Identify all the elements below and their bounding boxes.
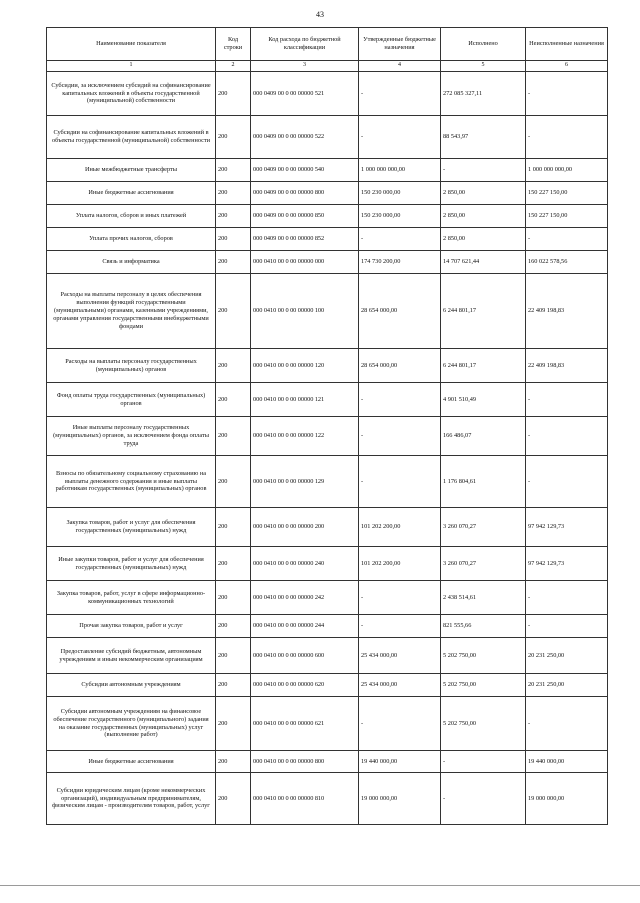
classification-code-cell: 000 0410 00 0 00 00000 242 [251,581,359,615]
approved-amount-cell: 25 434 000,00 [359,638,441,674]
executed-amount-cell: - [441,751,526,773]
table-row [47,383,608,417]
classification-code-cell: 000 0410 00 0 00 00000 800 [251,751,359,773]
approved-amount-cell: - [359,581,441,615]
line-code-cell: 200 [216,773,251,825]
indicator-name-cell: Иные закупки товаров, работ и услуг для обеспечения государственных (муниципальных) нужд [47,547,216,581]
line-code-cell: 200 [216,159,251,182]
classification-code-cell: 000 0409 00 0 00 00000 521 [251,72,359,116]
unexecuted-amount-cell: - [526,417,608,456]
indicator-name-cell: Предоставление субсидий бюджетным, автономным учреждениям и иным некоммерческим организациям [47,638,216,674]
approved-amount-cell: - [359,383,441,417]
classification-code-cell: 000 0410 00 0 00 00000 600 [251,638,359,674]
line-code-cell: 200 [216,581,251,615]
page-bottom-divider [0,885,640,886]
indicator-name-cell: Закупка товаров, работ и услуг для обеспечения государственных (муниципальных) нужд [47,508,216,547]
classification-code-cell: 000 0409 00 0 00 00000 540 [251,159,359,182]
line-code-cell: 200 [216,116,251,159]
classification-code-cell: 000 0410 00 0 00 00000 000 [251,251,359,274]
executed-amount-cell: 3 260 070,27 [441,508,526,547]
approved-amount-cell: - [359,417,441,456]
unexecuted-amount-cell: - [526,456,608,508]
line-code-cell: 200 [216,383,251,417]
executed-amount-cell: 6 244 801,17 [441,349,526,383]
unexecuted-amount-cell: - [526,228,608,251]
line-code-cell: 200 [216,638,251,674]
indicator-name-cell: Иные бюджетные ассигнования [47,182,216,205]
executed-amount-cell: 14 707 621,44 [441,251,526,274]
indicator-name-cell: Расходы на выплаты персоналу в целях обеспечения выполнения функций государственными (муниципальными) органами, казенными учреждениями, органами управления государственными внебюджетными фондами [47,274,216,349]
table-row [47,751,608,773]
line-code-cell: 200 [216,228,251,251]
indicator-name-cell: Иные выплаты персоналу государственных (муниципальных) органов, за исключением фонда оплаты труда [47,417,216,456]
unexecuted-amount-cell: - [526,72,608,116]
line-code-cell: 200 [216,547,251,581]
table-row [47,274,608,349]
indicator-name-cell: Связь и информатика [47,251,216,274]
unexecuted-amount-cell: 160 022 578,56 [526,251,608,274]
header-line-code: Код строки [216,28,251,61]
executed-amount-cell: 166 486,07 [441,417,526,456]
table-row [47,417,608,456]
classification-code-cell: 000 0410 00 0 00 00000 810 [251,773,359,825]
line-code-cell: 200 [216,205,251,228]
column-number: 6 [526,61,608,72]
approved-amount-cell: - [359,615,441,638]
header-unexecuted-appropriations: Неисполненные назначения [526,28,608,61]
unexecuted-amount-cell: 22 409 198,83 [526,349,608,383]
table-row [47,615,608,638]
indicator-name-cell: Субсидии автономным учреждениям [47,674,216,697]
line-code-cell: 200 [216,615,251,638]
indicator-name-cell: Закупка товаров, работ, услуг в сфере информационно-коммуникационных технологий [47,581,216,615]
unexecuted-amount-cell: - [526,383,608,417]
budget-execution-table [46,27,608,825]
approved-amount-cell: 101 202 200,00 [359,508,441,547]
indicator-name-cell: Субсидии на софинансирование капитальных вложений в объекты государственной (муниципальной) собственности [47,116,216,159]
approved-amount-cell: 19 000 000,00 [359,773,441,825]
classification-code-cell: 000 0409 00 0 00 00000 800 [251,182,359,205]
classification-code-cell: 000 0410 00 0 00 00000 122 [251,417,359,456]
table-row [47,349,608,383]
line-code-cell: 200 [216,751,251,773]
column-number: 2 [216,61,251,72]
table-row [47,228,608,251]
line-code-cell: 200 [216,349,251,383]
column-number: 1 [47,61,216,72]
table-row [47,773,608,825]
executed-amount-cell: 2 850,00 [441,228,526,251]
indicator-name-cell: Иные бюджетные ассигнования [47,751,216,773]
indicator-name-cell: Иные межбюджетные трансферты [47,159,216,182]
page-number: 43 [316,10,324,19]
classification-code-cell: 000 0410 00 0 00 00000 121 [251,383,359,417]
executed-amount-cell: 5 202 750,00 [441,638,526,674]
classification-code-cell: 000 0409 00 0 00 00000 522 [251,116,359,159]
table-row [47,72,608,116]
table-row [47,508,608,547]
approved-amount-cell: 150 230 000,00 [359,205,441,228]
column-number: 3 [251,61,359,72]
classification-code-cell: 000 0410 00 0 00 00000 120 [251,349,359,383]
unexecuted-amount-cell: 150 227 150,00 [526,205,608,228]
line-code-cell: 200 [216,182,251,205]
table-row [47,581,608,615]
line-code-cell: 200 [216,417,251,456]
executed-amount-cell: 2 850,00 [441,182,526,205]
table-header-row [47,28,608,61]
executed-amount-cell: 3 260 070,27 [441,547,526,581]
executed-amount-cell: 2 438 514,61 [441,581,526,615]
indicator-name-cell: Расходы на выплаты персоналу государственных (муниципальных) органов [47,349,216,383]
table-row [47,547,608,581]
unexecuted-amount-cell: 20 231 250,00 [526,638,608,674]
executed-amount-cell: 821 555,66 [441,615,526,638]
unexecuted-amount-cell: 22 409 198,83 [526,274,608,349]
table-row [47,116,608,159]
line-code-cell: 200 [216,72,251,116]
executed-amount-cell: - [441,159,526,182]
header-approved-appropriations: Утвержденные бюджетные назначения [359,28,441,61]
approved-amount-cell: 19 440 000,00 [359,751,441,773]
executed-amount-cell: 272 085 327,11 [441,72,526,116]
classification-code-cell: 000 0410 00 0 00 00000 200 [251,508,359,547]
approved-amount-cell: - [359,116,441,159]
indicator-name-cell: Уплата прочих налогов, сборов [47,228,216,251]
line-code-cell: 200 [216,508,251,547]
unexecuted-amount-cell: - [526,697,608,751]
indicator-name-cell: Субсидии автономным учреждениям на финансовое обеспечение государственного (муниципального) задания на оказание государственных (муниципальных) услуг (выполнение работ) [47,697,216,751]
approved-amount-cell: 101 202 200,00 [359,547,441,581]
approved-amount-cell: 25 434 000,00 [359,674,441,697]
table-row [47,456,608,508]
indicator-name-cell: Уплата налогов, сборов и иных платежей [47,205,216,228]
executed-amount-cell: 6 244 801,17 [441,274,526,349]
indicator-name-cell: Прочая закупка товаров, работ и услуг [47,615,216,638]
table-row [47,182,608,205]
line-code-cell: 200 [216,697,251,751]
classification-code-cell: 000 0410 00 0 00 00000 621 [251,697,359,751]
approved-amount-cell: 150 230 000,00 [359,182,441,205]
table-row [47,674,608,697]
unexecuted-amount-cell: 97 942 129,73 [526,547,608,581]
executed-amount-cell: - [441,773,526,825]
indicator-name-cell: Фонд оплаты труда государственных (муниципальных) органов [47,383,216,417]
classification-code-cell: 000 0410 00 0 00 00000 240 [251,547,359,581]
header-budget-classification-code: Код расхода по бюджетной классификации [251,28,359,61]
classification-code-cell: 000 0410 00 0 00 00000 129 [251,456,359,508]
executed-amount-cell: 5 202 750,00 [441,674,526,697]
approved-amount-cell: 28 654 000,00 [359,274,441,349]
classification-code-cell: 000 0410 00 0 00 00000 620 [251,674,359,697]
unexecuted-amount-cell: - [526,615,608,638]
approved-amount-cell: 28 654 000,00 [359,349,441,383]
approved-amount-cell: - [359,228,441,251]
column-number: 5 [441,61,526,72]
indicator-name-cell: Взносы по обязательному социальному страхованию на выплаты денежного содержания и иные выплаты работникам государственных (муниципальных) органов [47,456,216,508]
approved-amount-cell: - [359,72,441,116]
executed-amount-cell: 4 901 510,49 [441,383,526,417]
table-row [47,697,608,751]
unexecuted-amount-cell: 1 000 000 000,00 [526,159,608,182]
unexecuted-amount-cell: - [526,581,608,615]
indicator-name-cell: Субсидии, за исключением субсидий на софинансирование капитальных вложений в объекты государственной (муниципальной) собственности [47,72,216,116]
executed-amount-cell: 5 202 750,00 [441,697,526,751]
table-row [47,251,608,274]
classification-code-cell: 000 0409 00 0 00 00000 850 [251,205,359,228]
approved-amount-cell: 1 000 000 000,00 [359,159,441,182]
executed-amount-cell: 1 176 804,61 [441,456,526,508]
approved-amount-cell: - [359,456,441,508]
unexecuted-amount-cell: 20 231 250,00 [526,674,608,697]
line-code-cell: 200 [216,456,251,508]
indicator-name-cell: Субсидии юридическим лицам (кроме некоммерческих организаций), индивидуальным предпринимателям, физическим лицам - производителям товаров, работ, услуг [47,773,216,825]
approved-amount-cell: 174 730 200,00 [359,251,441,274]
unexecuted-amount-cell: - [526,116,608,159]
executed-amount-cell: 2 850,00 [441,205,526,228]
executed-amount-cell: 88 543,97 [441,116,526,159]
unexecuted-amount-cell: 19 440 000,00 [526,751,608,773]
line-code-cell: 200 [216,274,251,349]
table-row [47,159,608,182]
approved-amount-cell: - [359,697,441,751]
unexecuted-amount-cell: 97 942 129,73 [526,508,608,547]
line-code-cell: 200 [216,674,251,697]
table-body [47,72,608,825]
classification-code-cell: 000 0410 00 0 00 00000 100 [251,274,359,349]
header-executed: Исполнено [441,28,526,61]
unexecuted-amount-cell: 150 227 150,00 [526,182,608,205]
column-number: 4 [359,61,441,72]
table-row [47,205,608,228]
line-code-cell: 200 [216,251,251,274]
table-row [47,638,608,674]
unexecuted-amount-cell: 19 000 000,00 [526,773,608,825]
column-number-row [47,61,608,72]
classification-code-cell: 000 0410 00 0 00 00000 244 [251,615,359,638]
classification-code-cell: 000 0409 00 0 00 00000 852 [251,228,359,251]
header-indicator-name: Наименование показателя [47,28,216,61]
